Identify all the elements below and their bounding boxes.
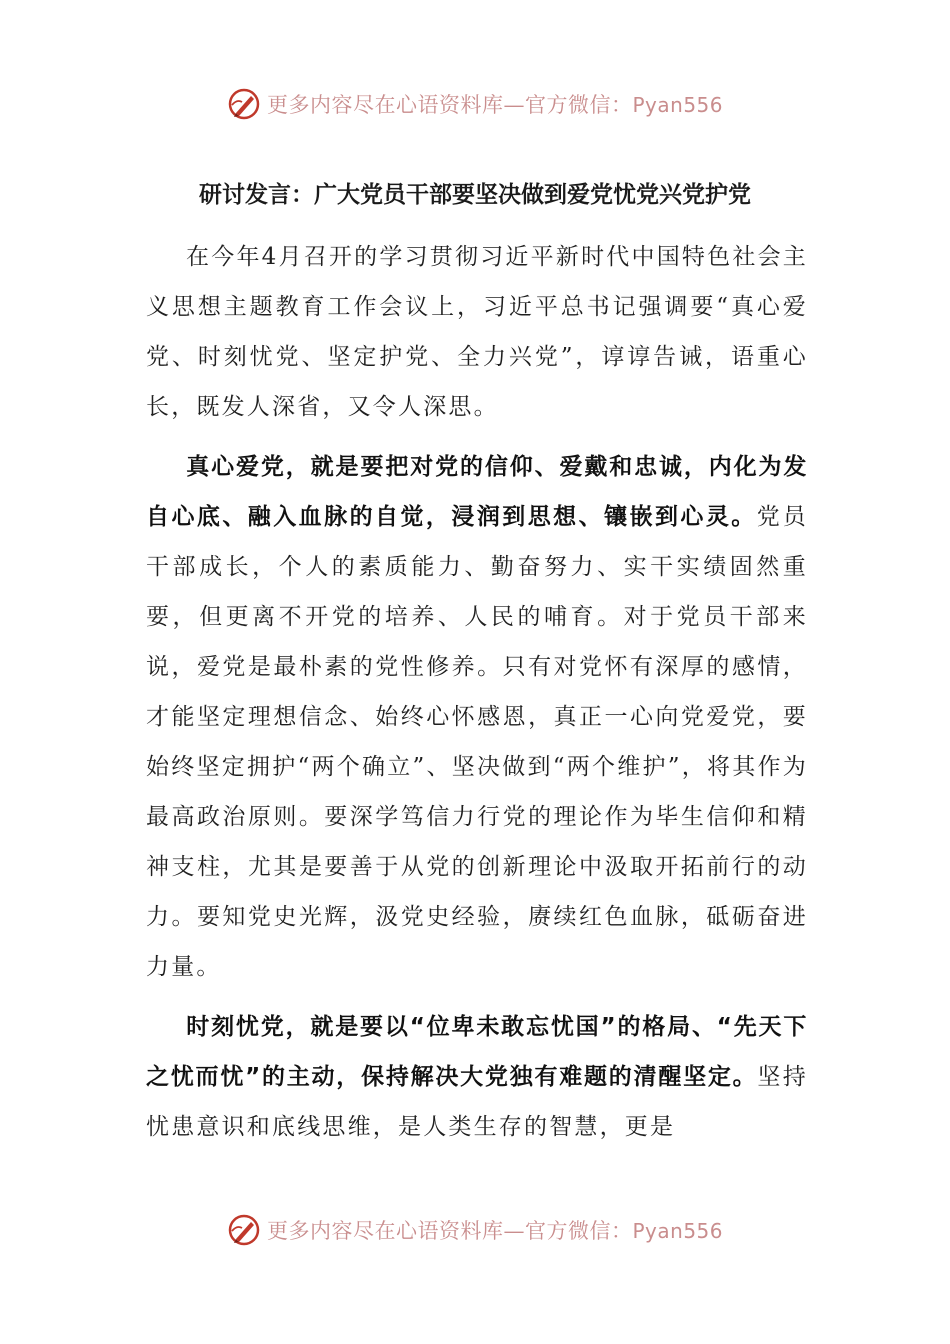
paragraph-intro (146, 232, 808, 432)
footer-banner-text: 更多内容尽在心语资料库—官方微信：Pyan556 (266, 1219, 723, 1243)
paragraph-worry-party-lead: 时刻忧党，就是要以“位卑未敢忘忧国”的格局、“先天下之忧而忧”的主动，保持解决大党独有难题的清醒坚定。 (146, 1014, 808, 1090)
paragraph-intro-body: 在今年4月召开的学习贯彻习近平新时代中国特色社会主义思想主题教育工作会议上，习近平总书记强调要“真心爱党、时刻忧党、坚定护党、全力兴党”，谆谆告诫，语重心长，既发人深省，又令人深思。 (146, 244, 808, 420)
pen-logo-icon (227, 87, 261, 121)
paragraph-love-party (146, 442, 808, 992)
paragraph-worry-party-body: 坚持忧患意识和底线思维，是人类生存的智慧，更是 (146, 1064, 808, 1140)
paragraph-love-party-lead: 真心爱党，就是要把对党的信仰、爱戴和忠诚，内化为发自心底、融入血脉的自觉，浸润到思想、镶嵌到心灵。 (146, 454, 808, 530)
paragraph-love-party-body: 党员干部成长，个人的素质能力、勤奋努力、实干实绩固然重要，但更离不开党的培养、人民的哺育。对于党员干部来说，爱党是最朴素的党性修养。只有对党怀有深厚的感情，才能坚定理想信念、始终心怀感恩，真正一心向党爱党，要始终坚定拥护“两个确立”、坚决做到“两个维护”，将其作为最高政治原则。要深学笃信力行党的理论作为毕生信仰和精神支柱，尤其是要善于从党的创新理论中汲取开拓前行的动力。要知党史光辉，汲党史经验，赓续红色血脉，砥砺奋进力量。 (146, 504, 808, 980)
footer-wechat-id: Pyan556 (632, 1219, 723, 1243)
header-banner-text: 更多内容尽在心语资料库—官方微信：Pyan556 (266, 93, 723, 117)
header-banner (0, 84, 950, 124)
footer-banner (0, 1210, 950, 1250)
pen-logo-icon (227, 1213, 261, 1247)
document-title: 研讨发言：广大党员干部要坚决做到爱党忧党兴党护党 (199, 182, 751, 208)
paragraph-worry-party (146, 1002, 808, 1152)
header-wechat-id: Pyan556 (632, 93, 723, 117)
